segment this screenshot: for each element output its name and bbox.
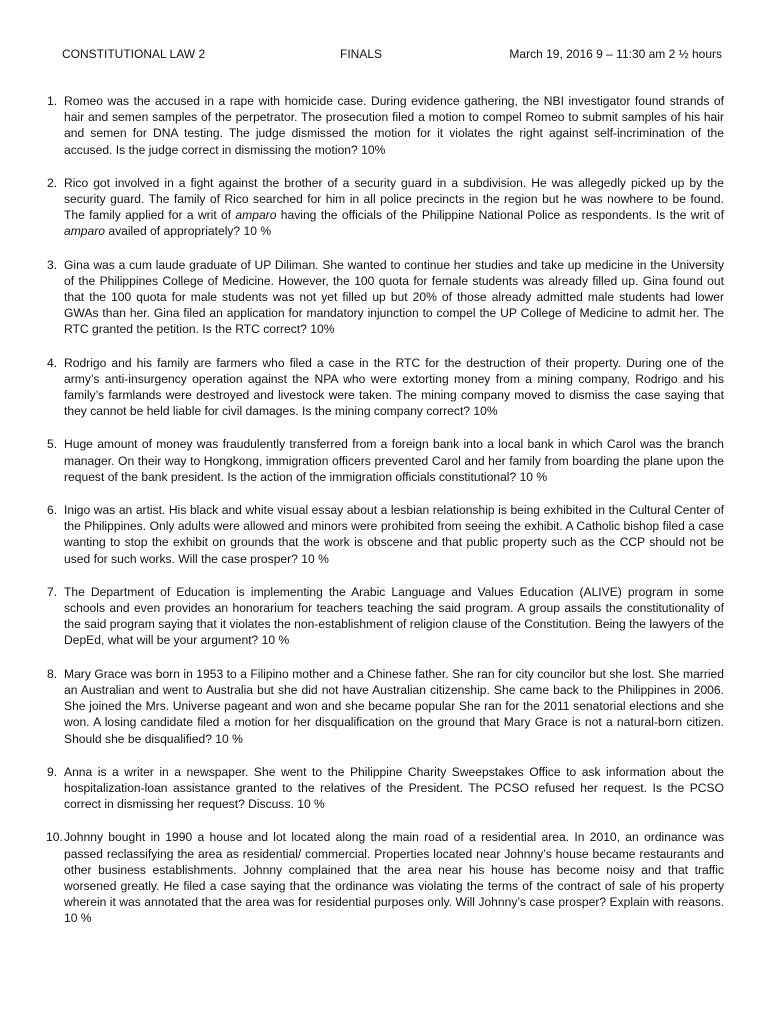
question-8 <box>40 666 724 747</box>
question-number: 8. <box>47 666 58 681</box>
question-text: Inigo was an artist. His black and white visual essay about a lesbian relationship is being exhibited in the Cultural Center of the Philippines. Only adults were allowed and minors were prohibited from seeing the exhibit. A Catholic bishop filed a case wanting to stop the exhibit on grounds that the work is obscene and that public property such as the CCP should not be used for such works. Will the case prosper? 10 % <box>64 503 724 566</box>
question-number: 7. <box>47 584 58 599</box>
question-5 <box>40 436 724 485</box>
question-number: 9. <box>47 764 58 779</box>
question-number: 1. <box>47 94 58 108</box>
question-text-part: Rico got involved in a fight against the brother of a security guard in a subdivision. He was allegedly picked up by the security guard. The family of Rico searched for him in all police precincts in the region but he was nowhere to be found. The family applied for a writ of <box>64 175 724 223</box>
course-title: CONSTITUTIONAL LAW 2 <box>62 47 206 61</box>
question-4 <box>40 355 724 420</box>
question-6 <box>40 502 724 567</box>
question-number: 10. <box>46 830 63 845</box>
question-text: Johnny bought in 1990 a house and lot located along the main road of a residential area. In 2010, an ordinance was passed reclassifying the area as residential/ commercial. Properties located near Johnny’s house became restaurants and other business establishments. Johnny complained that the area near his house has become noisy and that traffic worsened greatly. He filed a case saying that the ordinance was violating the terms of the contract of sale of his property wherein it was annotated that the area was for residential purposes only. Will Johnny’s case prosper? Explain with reasons. 10 % <box>64 830 724 926</box>
question-3 <box>40 257 724 338</box>
question-number: 4. <box>47 355 58 370</box>
question-number: 2. <box>47 175 58 190</box>
question-number: 3. <box>47 257 58 272</box>
question-text-part: having the officials of the Philippine National Police as respondents. Is the writ of <box>276 208 724 223</box>
question-text: Romeo was the accused in a rape with homicide case. During evidence gathering, the NBI investigator found strands of hair and semen samples of the perpetrator. The prosecution filed a motion to compel Romeo to submit samples of his hair and semen for DNA testing. The judge dismissed the motion for it violates the right against self-incrimination of the accused. Is the judge correct in dismissing the motion? 10% <box>64 94 724 157</box>
question-text-part: availed of appropriately? 10 % <box>105 224 272 239</box>
exam-date-time: March 19, 2016 9 – 11:30 am 2 ½ hours <box>509 47 722 61</box>
italic-term: amparo <box>64 224 106 239</box>
question-text: Mary Grace was born in 1953 to a Filipino mother and a Chinese father. She ran for city councilor but she lost. She married an Australian and went to Australia but she did not have Australian citizenship. She came back to the Philippines in 2006. She joined the Mrs. Universe pageant and won and she became popular She ran for the 2011 senatorial elections and she won. A losing candidate filed a motion for her disqualification on the ground that Mary Grace is not a natural-born citizen. Should she be disqualified? 10 % <box>64 666 724 746</box>
question-text: Anna is a writer in a newspaper. She went to the Philippine Charity Sweepstakes Office to ask information about the hospitalization-loan assistance granted to the relatives of the President. The PCSO refused her request. Is the PCSO correct in dismissing her request? Discuss. 10 % <box>64 764 724 812</box>
question-list <box>40 93 724 944</box>
question-text: The Department of Education is implementing the Arabic Language and Values Education (ALIVE) program in some schools and even provides an honorarium for teachers teaching the said program. A group assails the constitutionality of the said program saying that it violates the non-establishment of religion clause of the Constitution. Being the lawyers of the DepEd, what will be your argument? 10 % <box>64 584 724 648</box>
question-1 <box>40 93 724 158</box>
question-number: 5. <box>47 437 58 452</box>
exam-header <box>62 46 722 62</box>
question-number: 6. <box>47 503 58 518</box>
exam-type: FINALS <box>340 47 383 61</box>
question-text <box>64 176 724 239</box>
question-2 <box>40 175 724 240</box>
question-10 <box>40 829 724 926</box>
italic-term: amparo <box>235 208 277 223</box>
question-text: Rodrigo and his family are farmers who filed a case in the RTC for the destruction of their property. During one of the army’s anti-insurgency operation against the NPA who were extorting money from a mining company, Rodrigo and his family’s farmlands were destroyed and livestock were taken. The mining company moved to dismiss the case saying that they cannot be held liable for civil damages. Is the mining company correct? 10% <box>64 355 724 419</box>
question-text: Gina was a cum laude graduate of UP Diliman. She wanted to continue her studies and take up medicine in the University of the Philippines College of Medicine. However, the 100 quota for female students was already filled up. Gina found out that the 100 quota for male students was not yet filled up but 20% of those already admitted male students had lower GWAs than her. Gina filed an application for mandatory injunction to compel the UP College of Medicine to admit her. The RTC granted the petition. Is the RTC correct? 10% <box>64 257 724 337</box>
question-7 <box>40 584 724 649</box>
question-9 <box>40 764 724 813</box>
question-text: Huge amount of money was fraudulently transferred from a foreign bank into a local bank in which Carol was the branch manager. On their way to Hongkong, immigration officers prevented Carol and her family from boarding the plane upon the request of the bank president. Is the action of the immigration officials constitutional? 10 % <box>64 437 724 484</box>
